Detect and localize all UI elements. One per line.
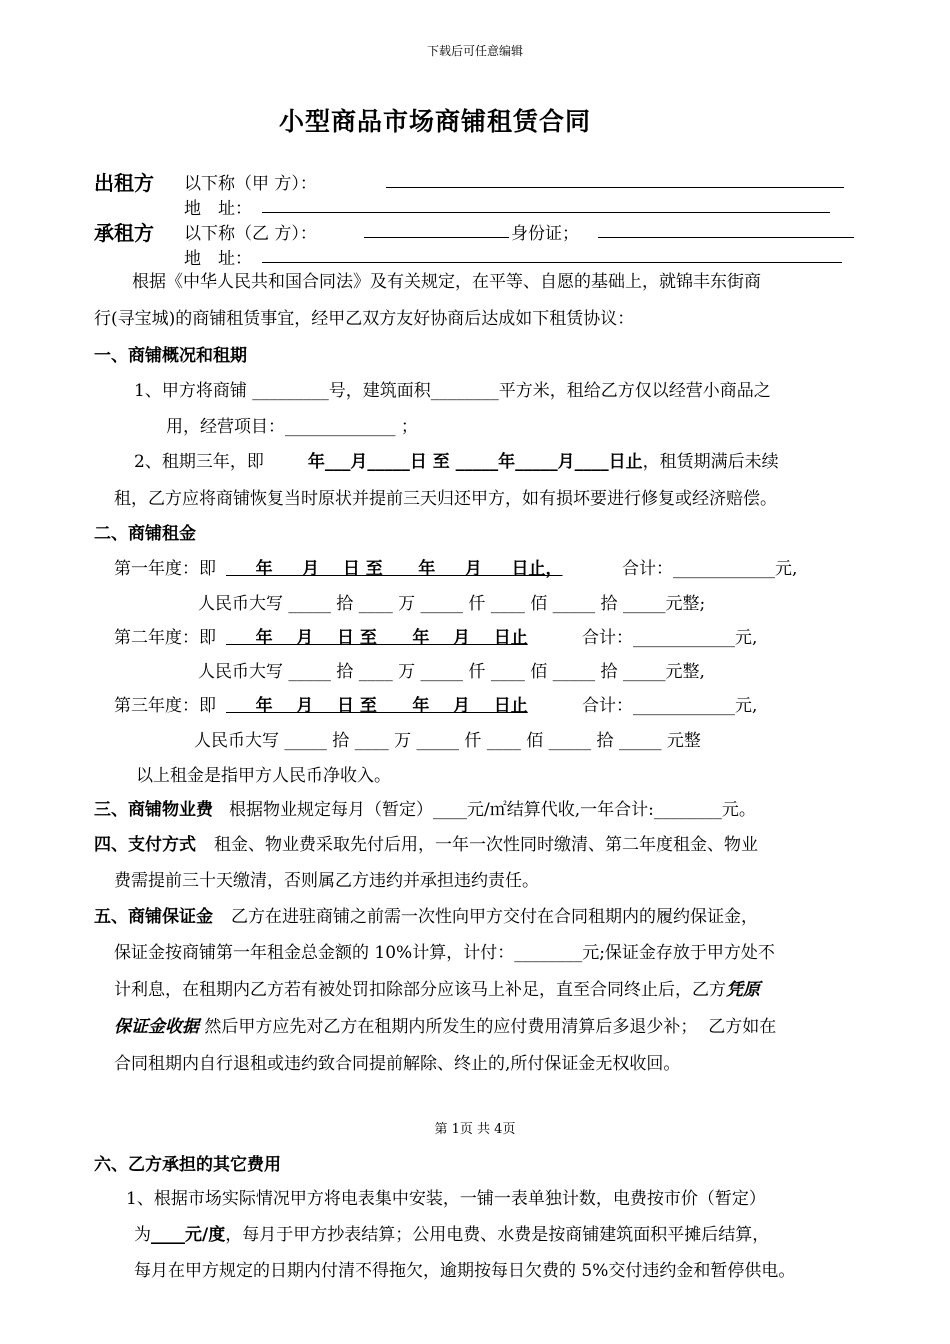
s2-year1-period: 年 月 日 至 年 月 日止，: [226, 559, 563, 579]
lessee-label: 承租方: [94, 221, 154, 245]
lessee-name-line[interactable]: [364, 237, 509, 238]
section-5-text4b: 然后甲方应先对乙方在租期内所发生的应付费用清算后多退少补； 乙方如在: [199, 1017, 777, 1037]
section-2-heading: 二、商铺租金: [94, 524, 196, 544]
s1-item1-line1: 1、甲方将商铺 _________号，建筑面积________平方米，租给乙方仅以经营小商品之: [134, 381, 771, 401]
s2-note: 以上租金是指甲方人民币净收入。: [136, 766, 391, 786]
s2-year3-rmb: 人民币大写 _____ 拾 ____ 万 _____ 仟 ____ 佰 _____ 拾 _____ 元整: [194, 731, 701, 751]
section-5-text4a: 保证金收据: [114, 1017, 199, 1037]
intro-line-1: 根据《中华人民共和国合同法》及有关规定，在平等、自愿的基础上，就锦丰东街商: [132, 272, 761, 292]
lessor-label: 出租方: [94, 171, 154, 195]
s2-year1-rmb: 人民币大写 _____ 拾 ____ 万 _____ 仟 ____ 佰 _____ 拾 _____元整;: [198, 594, 706, 614]
section-6-line3: 每月在甲方规定的日期内付清不得拖欠，逾期按每日欠费的 5%交付违约金和暂停供电。: [134, 1261, 796, 1281]
section-5-line4: [114, 1012, 776, 1037]
section-6-unit-price: ____元/度: [151, 1225, 226, 1245]
s1-item2-line2: 租，乙方应将商铺恢复当时原状并提前三天归还甲方，如有损坏要进行修复或经济赔偿。: [114, 489, 777, 509]
section-5-line3: [114, 975, 760, 1000]
section-3-text: 根据物业规定每月（暂定）____元/㎡结算代收,一年合计:________元。: [229, 800, 756, 820]
page-header: 下载后可任意编辑: [426, 44, 523, 58]
lessee-name-label: 以下称（乙 方）：: [184, 224, 317, 244]
section-5-heading: 五、商铺保证金: [94, 907, 213, 927]
s2-year2-rmb: 人民币大写 _____ 拾 ____ 万 _____ 仟 ____ 佰 _____ 拾 _____元整,: [198, 662, 705, 682]
section-5-line1: [94, 902, 758, 927]
section-6-line1: 1、根据市场实际情况甲方将电表集中安装，一铺一表单独计数，电费按市价（暂定）: [126, 1189, 766, 1209]
lessee-address-line[interactable]: [262, 262, 842, 263]
s2-year1-total: 合计：____________元,: [622, 559, 798, 579]
s2-year1-label: 第一年度：即: [114, 559, 216, 579]
s2-year3-total: 合计：____________元,: [582, 696, 758, 716]
lessee-id-line[interactable]: [598, 237, 854, 238]
lessor-name-label: 以下称（甲 方）：: [184, 174, 317, 194]
section-1-heading: 一、商铺概况和租期: [94, 346, 247, 366]
lessor-address-label: 地 址：: [184, 199, 252, 219]
intro-line-2: 行(寻宝城)的商铺租赁事宜，经甲乙双方友好协商后达成如下租赁协议：: [94, 309, 635, 329]
s2-year3-period: 年 月 日 至 年 月 日止: [226, 696, 528, 716]
section-4-heading: 四、支付方式: [94, 835, 196, 855]
page-footer: 第 1页 共 4页: [434, 1122, 516, 1137]
lessor-address-line[interactable]: [262, 212, 830, 213]
s2-year2-period: 年 月 日 至 年 月 日止: [226, 628, 528, 648]
section-6-t2-pre: 为: [134, 1225, 151, 1245]
lessee-address-label: 地 址：: [184, 249, 252, 269]
s2-year3-label: 第三年度：即: [114, 696, 216, 716]
s2-year2-total: 合计：____________元,: [582, 628, 758, 648]
lessor-name-line[interactable]: [386, 187, 844, 188]
section-6-t2-post: ，每月于甲方抄表结算；公用电费、水费是按商铺建筑面积平摊后结算，: [225, 1225, 770, 1245]
section-5-text1: 乙方在进驻商铺之前需一次性向甲方交付在合同租期内的履约保证金，: [231, 907, 758, 927]
section-4-line1: [94, 830, 758, 855]
section-5-text3b: 凭原: [726, 980, 760, 1000]
section-4-text1: 租金、物业费采取先付后用，一年一次性同时缴清、第二年度租金、物业: [214, 835, 758, 855]
s1-item2-line1: [134, 447, 779, 472]
s1-item2-post: ，租赁期满后未续: [642, 452, 779, 472]
section-4-line2: 费需提前三十天缴清，否则属乙方违约并承担违约责任。: [114, 871, 539, 891]
s2-year2-label: 第二年度：即: [114, 628, 216, 648]
lessee-id-label: 身份证；: [511, 224, 579, 244]
document-title: 小型商品市场商铺租赁合同: [278, 107, 591, 136]
section-5-text3a: 计利息，在租期内乙方若有被处罚扣除部分应该马上补足，直至合同终止后，乙方: [114, 980, 726, 1000]
s1-lease-period: 年___月_____日 至 _____年_____月____日止: [307, 452, 643, 472]
section-5-line2: 保证金按商铺第一年租金总金额的 10%计算，计付：________元;保证金存放于甲方处不: [114, 943, 775, 963]
section-3-heading: 三、商铺物业费: [94, 800, 213, 820]
section-6-line2: [134, 1220, 769, 1245]
section-6-heading: 六、乙方承担的其它费用: [94, 1155, 281, 1175]
s1-item2-pre: 2、租期三年，即: [134, 452, 264, 472]
section-3: [94, 795, 756, 820]
section-5-line5: 合同租期内自行退租或违约致合同提前解除、终止的,所付保证金无权收回。: [114, 1054, 681, 1074]
s1-item1-line2: 用，经营项目：_____________ ；: [166, 417, 418, 437]
